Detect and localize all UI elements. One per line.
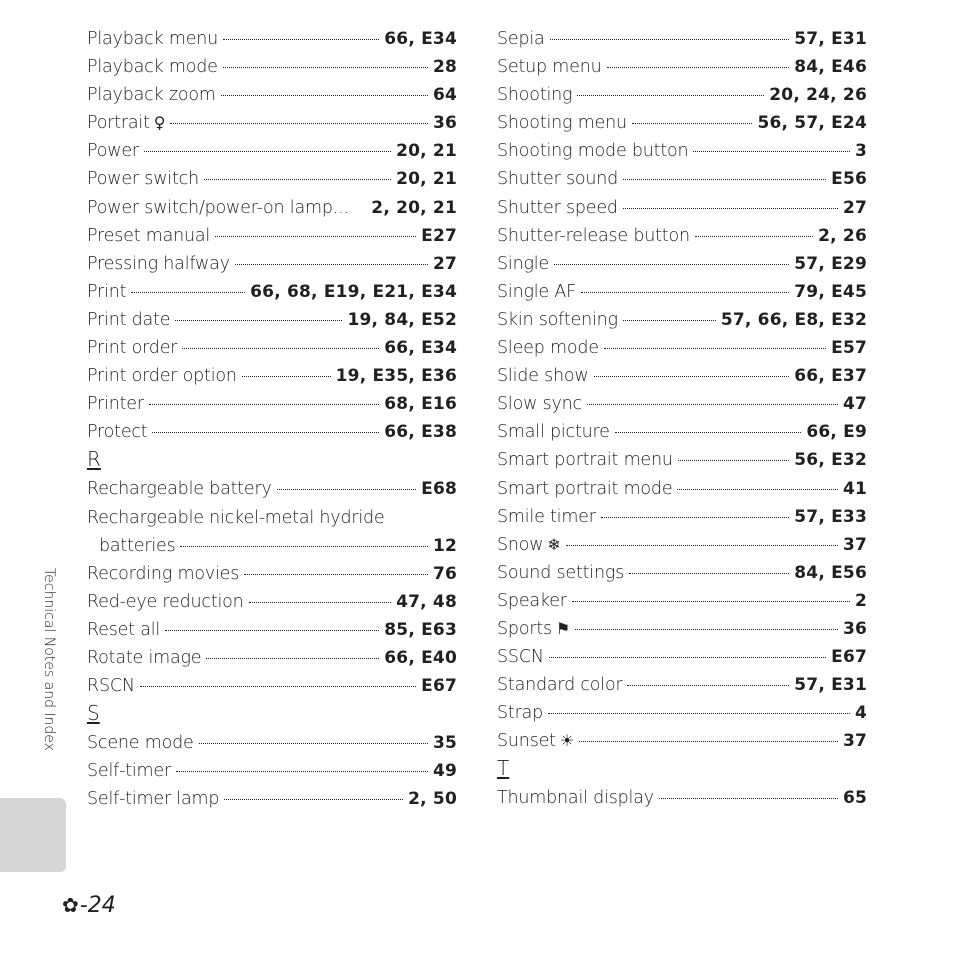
index-page-refs: 56, 57, E24 <box>757 113 867 134</box>
index-page-refs: 19, E35, E36 <box>335 366 457 387</box>
index-page-refs: 66, E38 <box>384 422 457 443</box>
dot-leader <box>199 743 428 744</box>
dot-leader <box>629 573 789 574</box>
sunset-icon: ☀ <box>559 731 575 751</box>
index-term: Portrait <box>87 113 150 134</box>
index-term: Shooting menu <box>497 113 627 134</box>
index-page-refs: E27 <box>421 225 457 246</box>
index-term: RSCN <box>87 676 135 697</box>
index-term: Slow sync <box>497 394 582 415</box>
index-page-refs: 37 <box>842 534 867 555</box>
dot-leader <box>581 292 789 293</box>
index-entry <box>497 643 867 671</box>
page-number <box>62 893 116 918</box>
index-page-refs: 47, 48 <box>396 591 457 612</box>
index-entry <box>87 532 457 560</box>
dot-leader <box>607 67 790 68</box>
index-entry <box>497 362 867 390</box>
dot-leader <box>579 741 838 742</box>
index-page-refs: 12 <box>432 535 457 556</box>
dot-leader <box>623 208 838 209</box>
index-entry <box>497 278 867 306</box>
index-term: Sepia <box>497 29 545 49</box>
index-page-refs: 4 <box>854 703 867 724</box>
index-letter-heading: R <box>87 447 101 472</box>
dot-leader <box>180 546 427 547</box>
page-number-text: -24 <box>79 893 116 918</box>
index-term: Strap <box>497 703 543 724</box>
index-page-refs: E56 <box>831 169 867 190</box>
index-entry <box>497 559 867 587</box>
dot-leader <box>206 658 379 659</box>
index-column-left <box>87 25 457 813</box>
index-page-refs: 36 <box>432 113 457 134</box>
index-term: Slide show <box>497 366 589 387</box>
gear-wrench-icon: ✿ <box>62 893 79 917</box>
dot-leader <box>175 320 342 321</box>
index-entry <box>87 729 457 757</box>
index-column-right <box>497 25 867 813</box>
index-page-refs: 49 <box>432 761 457 782</box>
dot-leader <box>554 264 789 265</box>
dot-leader <box>604 348 826 349</box>
index-page-refs: 27 <box>842 197 867 218</box>
index-term: Playback zoom <box>87 85 216 106</box>
index-term: Setup menu <box>497 57 602 78</box>
index-page-refs: 68, E16 <box>384 394 457 415</box>
dot-leader <box>277 489 416 490</box>
index-term: Single <box>497 253 549 274</box>
index-entry <box>497 81 867 109</box>
index-entry <box>497 194 867 222</box>
dot-leader <box>548 713 850 714</box>
index-entry <box>87 757 457 785</box>
index-entry <box>87 785 457 813</box>
dot-leader <box>577 95 764 96</box>
index-term: SSCN <box>497 647 544 668</box>
dot-leader <box>623 320 716 321</box>
index-term: Single AF <box>497 281 576 302</box>
index-entry <box>497 390 867 418</box>
index-entry <box>497 475 867 503</box>
dot-leader <box>235 264 428 265</box>
index-entry <box>497 165 867 193</box>
index-term: Printer <box>87 394 144 415</box>
section-side-label <box>37 568 57 783</box>
index-entry <box>497 615 867 643</box>
index-page-refs: 57, E29 <box>794 253 867 274</box>
dot-leader <box>550 39 790 40</box>
dot-leader <box>549 657 826 658</box>
index-page-refs: 2, 20, 21 <box>371 197 457 218</box>
index-entry <box>87 588 457 616</box>
dot-leader <box>152 432 379 433</box>
index-term: Rechargeable battery <box>87 479 272 500</box>
index-entry <box>497 306 867 334</box>
index-page-refs: 66, 68, E19, E21, E34 <box>250 281 457 302</box>
index-entry <box>87 362 457 390</box>
dot-leader <box>587 404 838 405</box>
index-term: Speaker <box>497 590 567 611</box>
index-page-refs: 79, E45 <box>794 281 867 302</box>
index-page-refs: 2 <box>854 590 867 611</box>
index-page-refs: E57 <box>831 338 867 359</box>
index-term: Smart portrait mode <box>497 478 673 499</box>
index-page-refs: 56, E32 <box>794 450 867 471</box>
index-term: Shooting <box>497 85 573 106</box>
index-term: Power switch/power-on lamp... <box>87 197 349 218</box>
index-term: Standard color <box>497 675 623 696</box>
index-term: Sound settings <box>497 562 625 583</box>
index-term: Snow <box>497 534 544 555</box>
index-page-refs: 76 <box>432 563 457 584</box>
dot-leader <box>223 39 379 40</box>
index-page-refs: 41 <box>842 478 867 499</box>
index-page-refs: 66, E40 <box>384 647 457 668</box>
index-entry <box>87 222 457 250</box>
index-page-refs: 3 <box>854 141 867 162</box>
index-entry <box>87 250 457 278</box>
index-term: Power <box>87 141 139 162</box>
index-page-refs: 66, E34 <box>384 29 457 49</box>
index-entry <box>497 531 867 559</box>
dot-leader <box>182 348 379 349</box>
dot-leader <box>140 686 416 687</box>
dot-leader <box>176 771 428 772</box>
dot-leader <box>678 460 790 461</box>
index-entry <box>87 672 457 700</box>
dot-leader <box>632 123 753 124</box>
dot-leader <box>659 798 838 799</box>
index-page-refs: 20, 24, 26 <box>769 85 867 106</box>
dot-leader <box>215 236 416 237</box>
index-letter-heading: S <box>87 701 100 726</box>
index-entry <box>497 587 867 615</box>
index-entry <box>87 504 457 532</box>
index-entry <box>497 727 867 755</box>
index-term: Thumbnail display <box>497 788 654 809</box>
dot-leader <box>627 685 789 686</box>
index-page-refs: 36 <box>842 618 867 639</box>
index-term: Print date <box>87 309 171 330</box>
index-entry <box>497 250 867 278</box>
index-entry <box>497 334 867 362</box>
index-term: Pressing halfway <box>87 253 230 274</box>
index-page-refs: 64 <box>432 85 457 106</box>
dot-leader <box>244 574 428 575</box>
index-term: Power switch <box>87 169 199 190</box>
index-page-refs: E68 <box>421 479 457 500</box>
index-entry <box>87 334 457 362</box>
index-term: Sleep mode <box>497 338 599 359</box>
index-page-refs: 20, 21 <box>396 141 457 162</box>
index-entry <box>497 418 867 446</box>
index-page-refs: 57, E31 <box>794 675 867 696</box>
index-term: Shooting mode button <box>497 141 689 162</box>
dot-leader <box>594 376 790 377</box>
index-page-refs: 2, 26 <box>818 225 867 246</box>
index-term: Reset all <box>87 619 161 640</box>
index-term: Self-timer <box>87 761 171 782</box>
index-page-refs: 57, E31 <box>794 29 867 49</box>
index-entry <box>87 25 457 53</box>
dot-leader <box>623 179 826 180</box>
index-page-refs: 85, E63 <box>384 619 457 640</box>
index-entry <box>497 222 867 250</box>
index-entry <box>497 671 867 699</box>
snow-icon: ❄ <box>547 534 561 554</box>
dot-leader <box>572 601 850 602</box>
index-entry <box>87 306 457 334</box>
index-page-refs: 66, E37 <box>794 366 867 387</box>
index-entry <box>497 784 867 812</box>
index-entry <box>87 81 457 109</box>
index-entry <box>87 560 457 588</box>
index-term: Protect <box>87 422 148 443</box>
dot-leader <box>677 489 838 490</box>
index-page-refs: 47 <box>842 394 867 415</box>
dot-leader <box>242 376 331 377</box>
index-page-refs: 37 <box>842 731 867 752</box>
index-entry <box>497 137 867 165</box>
section-side-label-text: Technical Notes and Index <box>41 568 57 751</box>
index-page-refs: 84, E46 <box>794 57 867 78</box>
index-page-refs: 66, E34 <box>384 338 457 359</box>
index-term: Self-timer lamp <box>87 789 220 810</box>
index-term: Preset manual <box>87 225 211 246</box>
index-entry <box>87 616 457 644</box>
section-tab <box>0 798 66 872</box>
index-term: Shutter-release button <box>497 225 690 246</box>
dot-leader <box>221 95 428 96</box>
index-page-refs: 66, E9 <box>806 422 867 443</box>
index-page-refs: E67 <box>421 676 457 697</box>
index-page-refs: 84, E56 <box>794 562 867 583</box>
index-term: Print <box>87 281 127 302</box>
index-entry <box>87 109 457 137</box>
index-page-refs: 28 <box>432 57 457 78</box>
index-entry <box>87 194 457 222</box>
dot-leader <box>223 67 428 68</box>
dot-leader <box>566 545 838 546</box>
dot-leader <box>131 292 245 293</box>
index-page-refs: 20, 21 <box>396 169 457 190</box>
index-entry <box>87 53 457 81</box>
index-term: Print order <box>87 338 178 359</box>
index-term: Small picture <box>497 422 610 443</box>
index-entry <box>497 699 867 727</box>
dot-leader <box>144 151 391 152</box>
index-entry <box>497 53 867 81</box>
sports-icon: ⚑ <box>555 618 571 638</box>
index-term: Recording movies <box>87 563 240 584</box>
index-term: Sports <box>497 618 552 639</box>
index-entry <box>497 503 867 531</box>
index-page-refs: 2, 50 <box>408 789 457 810</box>
dot-leader <box>601 517 790 518</box>
index-entry <box>87 137 457 165</box>
index-entry <box>87 475 457 503</box>
index-term: Skin softening <box>497 309 618 330</box>
index-entry <box>87 165 457 193</box>
dot-leader <box>249 602 392 603</box>
index-page-refs: 35 <box>432 733 457 754</box>
index-term: Rotate image <box>87 647 202 668</box>
index-term: Smile timer <box>497 506 596 527</box>
index-term: Playback mode <box>87 57 218 78</box>
dot-leader <box>149 404 379 405</box>
index-letter-heading: T <box>497 756 510 781</box>
index-term: Scene mode <box>87 733 194 754</box>
dot-leader <box>575 629 838 630</box>
index-page-refs: 65 <box>842 788 867 809</box>
index-page-refs: 27 <box>432 253 457 274</box>
index-term: Rechargeable nickel-metal hydride <box>87 507 385 528</box>
dot-leader <box>204 179 391 180</box>
dot-leader <box>165 630 379 631</box>
index-entry <box>87 418 457 446</box>
index-page-refs: 19, 84, E52 <box>347 309 457 330</box>
index-entry <box>87 278 457 306</box>
index-term: batteries <box>99 535 176 556</box>
index-page-refs: 57, E33 <box>794 506 867 527</box>
dot-leader <box>170 123 427 124</box>
dot-leader <box>693 151 850 152</box>
portrait-icon: ♀ <box>153 113 166 133</box>
index-term: Shutter speed <box>497 197 618 218</box>
dot-leader <box>615 432 802 433</box>
index-page-refs: 57, 66, E8, E32 <box>720 309 867 330</box>
index-page-refs: E67 <box>831 647 867 668</box>
index-term: Smart portrait menu <box>497 450 673 471</box>
index-term: Shutter sound <box>497 169 619 190</box>
index-term: Playback menu <box>87 29 219 49</box>
index-entry <box>497 25 867 53</box>
dot-leader <box>695 236 813 237</box>
index-entry <box>87 644 457 672</box>
index-entry <box>497 446 867 474</box>
index-entry <box>497 109 867 137</box>
index-entry <box>87 390 457 418</box>
index-term: Sunset <box>497 731 556 752</box>
index-term: Print order option <box>87 366 237 387</box>
index-term: Red-eye reduction <box>87 591 244 612</box>
dot-leader <box>224 799 403 800</box>
